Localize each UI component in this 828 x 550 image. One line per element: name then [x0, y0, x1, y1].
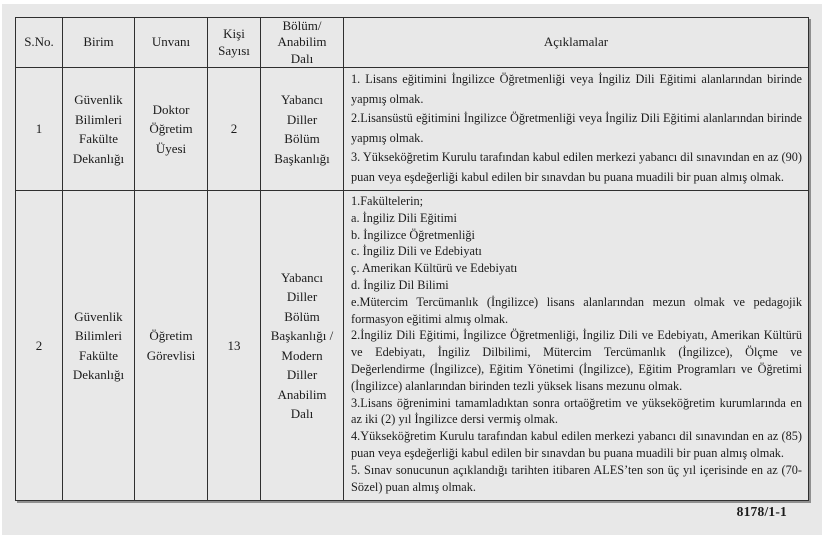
header-cell-aciklamalar: Açıklamalar: [344, 18, 809, 68]
aciklama-item: 3. Yükseköğretim Kurulu tarafından kabul edilen merkezi yabancı dil sınavından en az (90) puan veya eşdeğerliği kabul edilen bir sınavdan bu puana muadili bir puan almış olmak.: [351, 150, 802, 184]
cell-birim: Güvenlik Bilimleri Fakülte Dekanlığı: [63, 68, 135, 191]
aciklama-item: 1.Fakültelerin;: [351, 194, 424, 208]
table-header-row: [16, 18, 809, 68]
aciklama-item: 2.İngiliz Dili Eğitimi, İngilizce Öğretmenliği, İngiliz Dili ve Edebiyatı, Amerikan Kültürü ve Edebiyatı, İngiliz Dilbilimi, Mütercim Tercümanlık (İngilizce), Ölçme ve Değerlendirme (İngilizce), Eğitim Yönetimi (İngilizce), Eğitim Programları ve Öğretimi (İngilizce) alanlarından birinden tezli yüksek lisans mezunu olmak.: [351, 328, 802, 393]
aciklama-item: 5. Sınav sonucunun açıklandığı tarihten itibaren ALES’ten son üç yıl içerisinde en az (70-Sözel) puan almış olmak.: [351, 462, 802, 494]
header-cell-bolum-anabilim-dali: Bölüm/ Anabilim Dalı: [261, 18, 344, 68]
aciklama-item: b. İngilizce Öğretmenliği: [351, 227, 475, 242]
cell-aciklamalar: [344, 68, 809, 191]
aciklama-item: e.Mütercim Tercümanlık (İngilizce) lisans alanlarından mezun olmak ve pedagojik formasyon eğitimi almış olmak.: [351, 294, 802, 326]
aciklama-item: a. İngiliz Dili Eğitimi: [351, 210, 457, 225]
aciklama-item: 4.Yükseköğretim Kurulu tarafından kabul edilen merkezi yabancı dil sınavından en az (85) puan veya eşdeğerliği kabul edilen bir sınavdan bu puana muadili bir puan almış olmak.: [351, 429, 802, 460]
cell-kisi-sayisi: 13: [208, 191, 261, 501]
gazette-ref-number: 8178/1-1: [736, 504, 787, 519]
aciklama-item: c. İngiliz Dili ve Edebiyatı: [351, 244, 482, 259]
cell-unvan: Öğretim Görevlisi: [135, 191, 208, 501]
announcement-table: [15, 17, 809, 501]
aciklama-item: 1. Lisans eğitimini İngilizce Öğretmenliği veya İngiliz Dili Eğitimi alanlarından birinde yapmış olmak.: [351, 72, 802, 106]
cell-bolum-anabilim-dali: Yabancı Diller Bölüm Başkanlığı / Modern Diller Anabilim Dalı: [261, 191, 344, 501]
cell-sno: 2: [16, 191, 63, 501]
header-cell-kisi-sayisi: Kişi Sayısı: [208, 18, 261, 68]
cell-aciklamalar: [344, 191, 809, 501]
page-sheet: [2, 4, 822, 535]
cell-sno: 1: [16, 68, 63, 191]
table-row: [16, 68, 809, 191]
cell-birim: Güvenlik Bilimleri Fakülte Dekanlığı: [63, 191, 135, 501]
aciklama-item: 2.Lisansüstü eğitimini İngilizce Öğretmenliği veya İngiliz Dili Eğitimi alanlarından birinde yapmış olmak.: [351, 111, 802, 145]
header-cell-unvan: Unvanı: [135, 18, 208, 68]
header-cell-birim: Birim: [63, 18, 135, 68]
aciklama-item: d. İngiliz Dil Bilimi: [351, 277, 449, 292]
cell-bolum-anabilim-dali: Yabancı Diller Bölüm Başkanlığı: [261, 68, 344, 191]
aciklama-item: ç. Amerikan Kültürü ve Edebiyatı: [351, 261, 518, 276]
table-row: [16, 191, 809, 501]
aciklama-item: 3.Lisans öğrenimini tamamladıktan sonra ortaöğretim ve yükseköğretim kurumlarında en az iki (2) yıl İngilizce dersi vermiş olmak.: [351, 395, 802, 427]
header-cell-sno: S.No.: [16, 18, 63, 68]
cell-unvan: Doktor Öğretim Üyesi: [135, 68, 208, 191]
cell-kisi-sayisi: 2: [208, 68, 261, 191]
